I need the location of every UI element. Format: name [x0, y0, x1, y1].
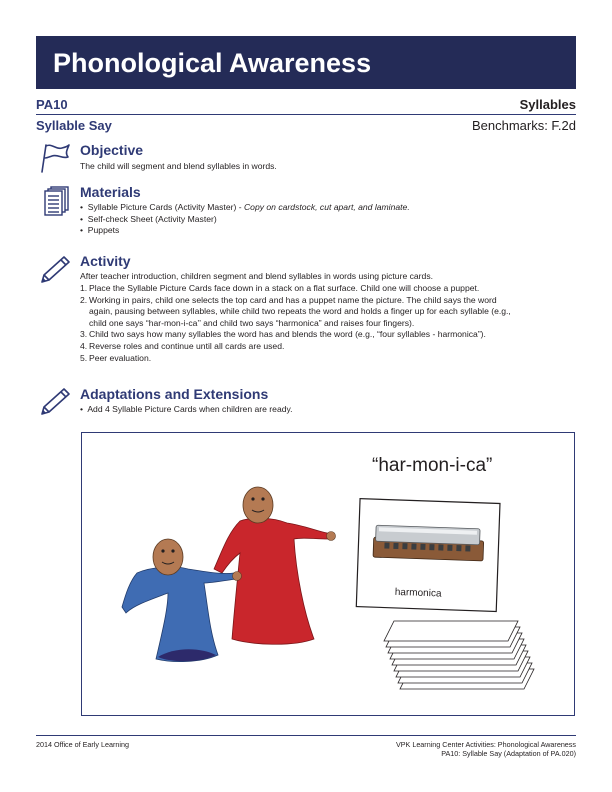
activity-code: PA10: [36, 97, 68, 112]
document-stack-icon: [38, 185, 72, 217]
footer-activity-ref: PA10: Syllable Say (Adaptation of PA.020): [441, 749, 576, 759]
harmonica-card: [356, 499, 500, 612]
objective-text: The child will segment and blend syllables in words.: [80, 161, 277, 171]
list-item: 3. Child two says how many syllables the word has and blends the word (e.g., “four syllables - harmonica”).: [80, 329, 486, 340]
adaptations-list: [80, 404, 293, 416]
footer-divider: [36, 735, 576, 736]
puppets-illustration: [82, 433, 574, 715]
list-item: 2. Working in pairs, child one selects the top card and has a puppet name the picture. The child says the word again, pausing between syllables, while child two repeats the word and holds a finger up for each syllable (e.g., child one says “har-mon-i-ca’’ and child two says “harmonica” and raises four fingers).: [80, 294, 511, 328]
topic-label: Syllables: [519, 97, 576, 112]
list-item: • Puppets: [80, 225, 120, 236]
footer-series: VPK Learning Center Activities: Phonological Awareness: [395, 740, 576, 749]
footer-copyright: 2014 Office of Early Learning: [36, 740, 129, 749]
list-item: • Self-check Sheet (Activity Master): [80, 213, 217, 224]
list-item: 4. Reverse roles and continue until all cards are used.: [80, 340, 285, 351]
activity-name: Syllable Say: [36, 118, 112, 133]
list-item: • Syllable Picture Cards (Activity Master) - Copy on cardstock, cut apart, and laminate.: [80, 202, 410, 212]
flag-icon: [38, 142, 72, 174]
red-puppet: [214, 487, 336, 644]
benchmarks-label: Benchmarks: F.2d: [471, 118, 576, 133]
syllable-phrase: “har-mon-i-ca”: [372, 455, 493, 476]
adaptations-heading: Adaptations and Extensions: [80, 386, 269, 402]
page-title: Phonological Awareness: [53, 48, 372, 78]
list-item: 1. Place the Syllable Picture Cards face down in a stack on a flat surface. Child one will choose a puppet.: [80, 283, 480, 293]
footer-source: [396, 740, 576, 759]
materials-list: [80, 202, 410, 237]
activity-heading: Activity: [80, 253, 131, 269]
title-banner: [36, 36, 576, 89]
card-stack: [384, 621, 534, 689]
header-divider: [36, 114, 576, 115]
illustration-box: [81, 432, 575, 716]
objective-heading: Objective: [80, 142, 144, 158]
list-item: 5. Peer evaluation.: [80, 352, 152, 363]
pencil-icon: [38, 253, 72, 285]
activity-steps: [80, 283, 511, 364]
card-label: harmonica: [394, 586, 442, 600]
list-item: • Add 4 Syllable Picture Cards when children are ready.: [80, 404, 293, 414]
activity-intro: After teacher introduction, children segment and blend syllables in words using picture cards.: [80, 271, 434, 281]
harmonica-icon: [373, 525, 484, 561]
materials-heading: Materials: [80, 184, 141, 200]
pencil-icon: [38, 385, 72, 417]
